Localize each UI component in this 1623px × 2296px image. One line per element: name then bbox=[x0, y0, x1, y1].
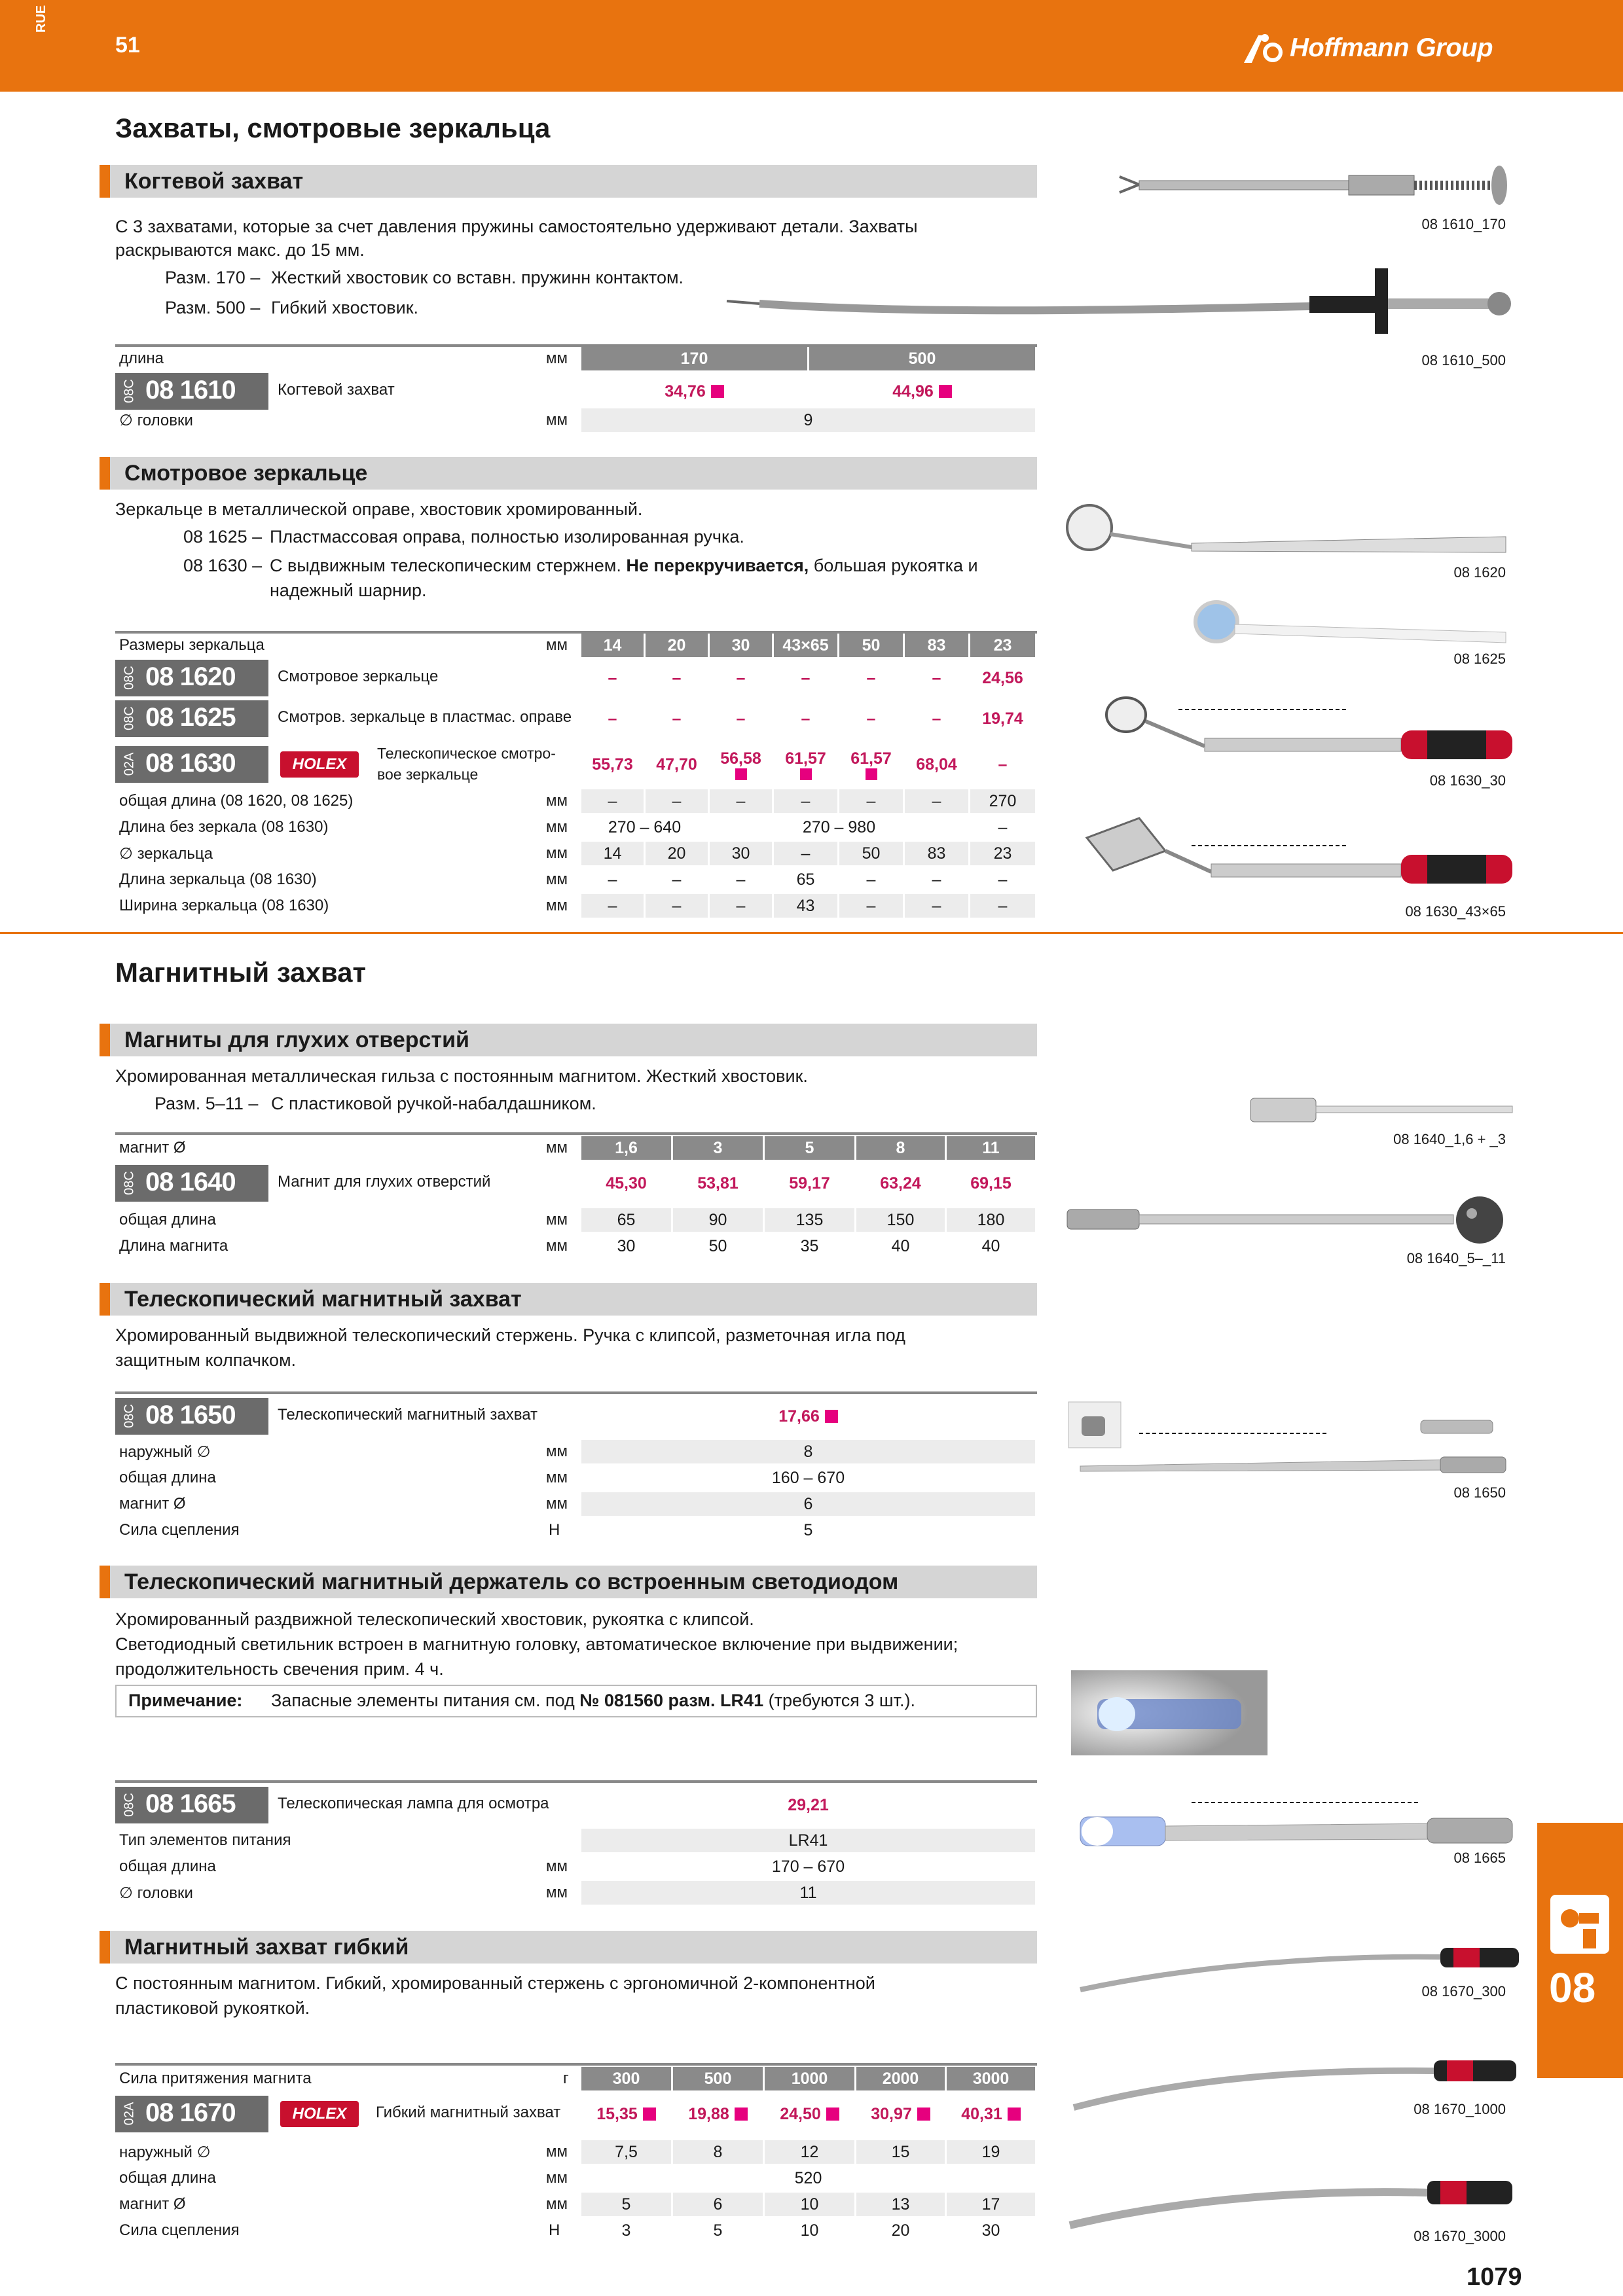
spec-cell: 17 bbox=[947, 2193, 1037, 2216]
spec-label: общая длина bbox=[119, 1469, 216, 1486]
spec-cell: 30 bbox=[581, 1234, 673, 1258]
claw-hdr-label: длина bbox=[119, 350, 164, 367]
claw-size-2: Разм. 500 – bbox=[165, 298, 261, 317]
price-cell: 19,88 bbox=[673, 2096, 765, 2132]
flex-size-cell: 1000 bbox=[765, 2067, 856, 2090]
code-box-081610 bbox=[115, 373, 268, 410]
subsection-blind bbox=[100, 1024, 1037, 1056]
spec-cell: 23 bbox=[970, 842, 1037, 865]
claw-desc-2: раскрываются макс. до 15 мм. bbox=[115, 240, 365, 260]
spec-cell: – bbox=[839, 868, 905, 891]
price-cell: 61,57 bbox=[839, 744, 905, 785]
price-cell: – bbox=[970, 744, 1037, 785]
spec-label: Длина магнита bbox=[119, 1237, 228, 1255]
spec-cell: 6 bbox=[581, 1492, 1037, 1516]
price-cell: – bbox=[581, 700, 646, 737]
caption-081640-large: 08 1640_5–_11 bbox=[1406, 1250, 1506, 1266]
mirror-hdr-label: Размеры зеркальца bbox=[119, 636, 264, 654]
claw-price-500: 44,96 bbox=[809, 373, 1037, 410]
subsection-title: Магниты для глухих отверстий bbox=[124, 1028, 469, 1052]
code-box-081665 bbox=[115, 1787, 268, 1823]
spec-cell: 3 bbox=[581, 2219, 673, 2242]
code-box-081670 bbox=[115, 2096, 268, 2132]
spec-cell: 10 bbox=[765, 2219, 856, 2242]
price-cell: 56,58 bbox=[710, 744, 774, 785]
spec-cell: 90 bbox=[673, 1208, 765, 1232]
spec-cell: 10 bbox=[765, 2193, 856, 2216]
caption-081650: 08 1650 bbox=[1453, 1484, 1506, 1501]
spec-cell: 20 bbox=[646, 842, 710, 865]
spec-label: Тип элементов питания bbox=[119, 1831, 291, 1849]
spec-cell: 520 bbox=[581, 2166, 1037, 2190]
caption-081610-500: 08 1610_500 bbox=[1421, 352, 1506, 368]
price-cell: 40,31 bbox=[947, 2096, 1037, 2132]
blind-size-cell: 11 bbox=[947, 1136, 1037, 1160]
spec-unit: мм bbox=[546, 1884, 568, 1901]
spec-cell: 50 bbox=[673, 1234, 765, 1258]
mirror-v1-code: 08 1625 – bbox=[183, 527, 263, 547]
subsection-mirror bbox=[100, 457, 1037, 490]
language-code: RUE bbox=[34, 5, 48, 33]
spec-cell: 65 bbox=[581, 1208, 673, 1232]
product-name: Гибкий магнитный захват bbox=[376, 2104, 561, 2121]
tele-desc-1: Хромированный выдвижной телескопический стержень. Ручка с клипсой, разметочная игла под bbox=[115, 1325, 905, 1345]
subsection-title: Телескопический магнитный держатель со встроенным светодиодом bbox=[124, 1570, 899, 1594]
claw-size-2-text: Гибкий хвостовик. bbox=[271, 298, 419, 317]
section-separator bbox=[0, 932, 1623, 934]
code-box-081620 bbox=[115, 660, 268, 696]
page-number: 1079 bbox=[1467, 2263, 1522, 2291]
caption-081630-30: 08 1630_30 bbox=[1429, 772, 1506, 789]
claw-hdr-unit: мм bbox=[546, 350, 568, 367]
article-code: 08 1620 bbox=[145, 662, 236, 691]
tele-magnet-image bbox=[1067, 1394, 1512, 1486]
mirror-size: 20 bbox=[646, 634, 710, 657]
flex-size-cell: 3000 bbox=[947, 2067, 1037, 2090]
product-name-1: Телескопическое смотро- bbox=[377, 745, 556, 762]
claw-size-500: 500 bbox=[809, 347, 1037, 370]
catalog-page-number: 51 bbox=[115, 33, 140, 58]
product-name-2: вое зеркальце bbox=[377, 766, 479, 783]
caption-081610-170: 08 1610_170 bbox=[1421, 216, 1506, 232]
price-cell: 15,35 bbox=[581, 2096, 673, 2132]
mirror-size: 83 bbox=[905, 634, 970, 657]
spec-cell: – bbox=[839, 894, 905, 918]
code-box-081630 bbox=[115, 746, 268, 783]
price-cell: 19,74 bbox=[970, 700, 1037, 737]
price-cell: 30,97 bbox=[856, 2096, 947, 2132]
spec-cell: – bbox=[710, 894, 774, 918]
product-name: Телескопический магнитный захват bbox=[278, 1406, 538, 1424]
spec-cell: – bbox=[581, 894, 646, 918]
spec-label: Сила сцепления bbox=[119, 1521, 240, 1539]
spec-unit: мм bbox=[546, 792, 568, 810]
spec-cell: 6 bbox=[673, 2193, 765, 2216]
code-box-081650 bbox=[115, 1398, 268, 1435]
product-name: Магнит для глухих отверстий bbox=[278, 1173, 491, 1191]
price-cell: 63,24 bbox=[856, 1165, 947, 1202]
spec-unit: мм bbox=[546, 1469, 568, 1486]
price-cell: 59,17 bbox=[765, 1165, 856, 1202]
spec-label: общая длина bbox=[119, 1211, 216, 1229]
led-holder-image bbox=[1074, 1787, 1519, 1859]
mirror-size: 30 bbox=[710, 634, 774, 657]
price-cell: 53,81 bbox=[673, 1165, 765, 1202]
flex-3000-image bbox=[1061, 2170, 1519, 2236]
tele-price: 17,66 bbox=[581, 1398, 1037, 1435]
spec-cell: – bbox=[581, 789, 646, 813]
flex-size-cell: 500 bbox=[673, 2067, 765, 2090]
caption-081625: 08 1625 bbox=[1453, 651, 1506, 667]
spec-cell: 30 bbox=[710, 842, 774, 865]
spec-cell: – bbox=[970, 816, 1037, 839]
price-cell: – bbox=[905, 660, 970, 696]
price-cell: 69,15 bbox=[947, 1165, 1037, 1202]
spec-label: Длина без зеркала (08 1630) bbox=[119, 818, 329, 836]
spec-cell: 160 – 670 bbox=[581, 1466, 1037, 1490]
mirror-081620-image bbox=[1061, 497, 1519, 563]
code-box-081625 bbox=[115, 700, 268, 737]
hoffmann-logo-icon bbox=[1244, 31, 1283, 64]
spec-label: Длина зеркальца (08 1630) bbox=[119, 870, 317, 888]
spec-cell: 35 bbox=[765, 1234, 856, 1258]
mirror-v1-text: Пластмассовая оправа, полностью изолированная ручка. bbox=[270, 527, 744, 547]
spec-label: общая длина bbox=[119, 1857, 216, 1875]
code-prefix: 08C bbox=[122, 706, 137, 730]
blind-size-text: С пластиковой ручкой-набалдашником. bbox=[271, 1094, 596, 1113]
price-cell: – bbox=[839, 700, 905, 737]
spec-unit: мм bbox=[546, 1857, 568, 1875]
spec-unit: Н bbox=[549, 2221, 560, 2239]
mirror-v2-text-2: надежный шарнир. bbox=[270, 581, 427, 600]
product-name: Телескопическая лампа для осмотра bbox=[278, 1795, 549, 1812]
spec-cell: – bbox=[839, 789, 905, 813]
spec-cell: – bbox=[905, 868, 970, 891]
spec-cell: 30 bbox=[947, 2219, 1037, 2242]
spec-cell: 5 bbox=[673, 2219, 765, 2242]
mirror-size: 23 bbox=[970, 634, 1037, 657]
caption-081620: 08 1620 bbox=[1453, 564, 1506, 581]
logo-text: Hoffmann Group bbox=[1290, 33, 1493, 62]
hoffmann-logo bbox=[1244, 30, 1493, 65]
price-cell: 55,73 bbox=[581, 744, 646, 785]
spec-cell: 8 bbox=[673, 2140, 765, 2164]
claw-price-170: 34,76 bbox=[581, 373, 809, 410]
note-text: Запасные элементы питания см. под № 081560 разм. LR41 (требуются 3 шт.). bbox=[271, 1691, 915, 1710]
article-code: 08 1670 bbox=[145, 2098, 236, 2127]
price-cell: – bbox=[774, 660, 839, 696]
subsection-title: Магнитный захват гибкий bbox=[124, 1935, 409, 1960]
price-cell: 47,70 bbox=[646, 744, 710, 785]
spec-unit: мм bbox=[546, 2169, 568, 2187]
spec-label: Сила сцепления bbox=[119, 2221, 240, 2239]
article-code: 08 1610 bbox=[145, 376, 236, 404]
spec-label: общая длина bbox=[119, 2169, 216, 2187]
spec-cell: 40 bbox=[856, 1234, 947, 1258]
spec-cell: – bbox=[905, 894, 970, 918]
claw-head-diameter: 9 bbox=[581, 408, 1037, 432]
spec-cell: – bbox=[581, 868, 646, 891]
subsection-title: Телескопический магнитный захват bbox=[124, 1287, 522, 1312]
subsection-led bbox=[100, 1566, 1037, 1598]
mirror-v2-text: С выдвижным телескопическим стержнем. Не перекручивается, большая рукоятка и bbox=[270, 556, 978, 575]
code-prefix: 08C bbox=[122, 1404, 137, 1428]
spec-cell: 7,5 bbox=[581, 2140, 673, 2164]
code-prefix: 08C bbox=[122, 1793, 137, 1817]
price-cell: 61,57 bbox=[774, 744, 839, 785]
price-cell: – bbox=[839, 660, 905, 696]
spec-unit: Н bbox=[549, 1521, 560, 1539]
claw-size-1: Разм. 170 – bbox=[165, 268, 261, 287]
led-desc-3: продолжительность свечения прим. 4 ч. bbox=[115, 1659, 444, 1679]
claw-row2-unit: мм bbox=[546, 411, 568, 429]
spec-unit: мм bbox=[546, 1443, 568, 1460]
blind-hdr-unit: мм bbox=[546, 1139, 568, 1157]
note-box bbox=[115, 1685, 1037, 1717]
article-code: 08 1665 bbox=[145, 1789, 236, 1818]
code-prefix: 08C bbox=[122, 666, 137, 690]
spec-cell: 13 bbox=[856, 2193, 947, 2216]
mirror-size: 50 bbox=[839, 634, 905, 657]
holex-brand-logo: HOLEX bbox=[280, 2101, 359, 2127]
article-code: 08 1640 bbox=[145, 1168, 236, 1196]
spec-cell: 43 bbox=[774, 894, 839, 918]
price-cell: – bbox=[710, 660, 774, 696]
price-cell: 24,56 bbox=[970, 660, 1037, 696]
spec-cell: – bbox=[646, 868, 710, 891]
blind-magnet-large-image bbox=[1061, 1195, 1519, 1247]
blind-size-cell: 8 bbox=[856, 1136, 947, 1160]
claw-size-1-text: Жесткий хвостовик со вставн. пружинн контактом. bbox=[271, 268, 684, 287]
spec-unit: мм bbox=[546, 844, 568, 862]
price-cell: – bbox=[905, 700, 970, 737]
caption-081670-1000: 08 1670_1000 bbox=[1413, 2101, 1506, 2117]
caption-081670-3000: 08 1670_3000 bbox=[1413, 2228, 1506, 2244]
spec-cell: – bbox=[646, 789, 710, 813]
caption-081630-43x65: 08 1630_43×65 bbox=[1405, 903, 1506, 920]
claw-name: Когтевой захват bbox=[278, 381, 395, 399]
spec-unit: мм bbox=[546, 1495, 568, 1513]
section-title-magnetic: Магнитный захват bbox=[115, 957, 367, 988]
spec-cell: – bbox=[774, 789, 839, 813]
spec-cell: 150 bbox=[856, 1208, 947, 1232]
spec-cell: 15 bbox=[856, 2140, 947, 2164]
spec-unit: мм bbox=[546, 897, 568, 914]
spec-cell: 8 bbox=[581, 1440, 1037, 1463]
note-label: Примечание: bbox=[128, 1691, 243, 1710]
spec-unit: мм bbox=[546, 818, 568, 836]
tool-icon bbox=[1550, 1895, 1609, 1954]
section-title-grippers: Захваты, смотровые зеркальца bbox=[115, 113, 551, 143]
price-cell: – bbox=[710, 700, 774, 737]
mirror-081630-30-image bbox=[1100, 694, 1519, 772]
code-box-081640 bbox=[115, 1165, 268, 1202]
spec-label: ∅ головки bbox=[119, 1884, 193, 1902]
product-name: Смотров. зеркальце в пластмас. оправе bbox=[278, 708, 572, 726]
spec-cell: – bbox=[905, 789, 970, 813]
price-cell: – bbox=[646, 700, 710, 737]
blind-desc: Хромированная металлическая гильза с постоянным магнитом. Жесткий хвостовик. bbox=[115, 1066, 808, 1086]
flex-desc-1: С постоянным магнитом. Гибкий, хромированный стержень с эргономичной 2-компонентной bbox=[115, 1973, 875, 1993]
subsection-title: Когтевой захват bbox=[124, 169, 304, 194]
spec-cell: 50 bbox=[839, 842, 905, 865]
price-cell: 68,04 bbox=[905, 744, 970, 785]
code-prefix: 08C bbox=[122, 379, 137, 403]
led-desc-1: Хромированный раздвижной телескопический хвостовик, рукоятка с клипсой. bbox=[115, 1609, 754, 1629]
spec-unit: мм bbox=[546, 2195, 568, 2213]
spec-cell: 170 – 670 bbox=[581, 1855, 1037, 1878]
mirror-081630-43x65-image bbox=[1074, 812, 1519, 897]
spec-cell: 12 bbox=[765, 2140, 856, 2164]
flex-size-cell: 300 bbox=[581, 2067, 673, 2090]
blind-magnet-small-image bbox=[1244, 1090, 1519, 1130]
spec-cell: 11 bbox=[581, 1881, 1037, 1905]
price-cell: – bbox=[646, 660, 710, 696]
spec-cell: – bbox=[646, 894, 710, 918]
spec-label: Ширина зеркальца (08 1630) bbox=[119, 897, 329, 914]
subsection-claw bbox=[100, 165, 1037, 198]
mirror-hdr-unit: мм bbox=[546, 636, 568, 654]
spec-cell: 19 bbox=[947, 2140, 1037, 2164]
flex-size-cell: 2000 bbox=[856, 2067, 947, 2090]
claw-row2-label: ∅ головки bbox=[119, 412, 193, 429]
price-cell: – bbox=[581, 660, 646, 696]
spec-unit: мм bbox=[546, 1237, 568, 1255]
spec-cell: 20 bbox=[856, 2219, 947, 2242]
led-photo bbox=[1071, 1670, 1267, 1755]
price-cell: 45,30 bbox=[581, 1165, 673, 1202]
spec-cell: 5 bbox=[581, 2193, 673, 2216]
spec-cell: – bbox=[970, 868, 1037, 891]
article-code: 08 1650 bbox=[145, 1401, 236, 1429]
spec-unit: мм bbox=[546, 1211, 568, 1229]
spec-cell: 135 bbox=[765, 1208, 856, 1232]
claw-size-170: 170 bbox=[581, 347, 809, 370]
caption-081665: 08 1665 bbox=[1453, 1850, 1506, 1866]
caption-081640-small: 08 1640_1,6 + _3 bbox=[1393, 1131, 1506, 1147]
chapter-tab bbox=[1537, 1823, 1623, 2078]
tele-desc-2: защитным колпачком. bbox=[115, 1350, 297, 1370]
spec-cell: 40 bbox=[947, 1234, 1037, 1258]
spec-label: общая длина (08 1620, 08 1625) bbox=[119, 792, 354, 810]
flex-hdr-label: Сила притяжения магнита bbox=[119, 2070, 312, 2087]
claw-gripper-500-image bbox=[720, 262, 1519, 340]
spec-cell: – bbox=[970, 894, 1037, 918]
subsection-title: Смотровое зеркальце bbox=[124, 461, 368, 486]
spec-unit: мм bbox=[546, 2143, 568, 2161]
spec-unit: мм bbox=[546, 870, 568, 888]
led-desc-2: Светодиодный светильник встроен в магнитную головку, автоматическое включение при выдвижении; bbox=[115, 1634, 958, 1654]
article-code: 08 1625 bbox=[145, 703, 236, 732]
led-price: 29,21 bbox=[581, 1787, 1037, 1823]
spec-cell: – bbox=[710, 868, 774, 891]
product-name: Смотровое зеркальце bbox=[278, 668, 439, 685]
blind-size-cell: 5 bbox=[765, 1136, 856, 1160]
flex-hdr-unit: г bbox=[563, 2070, 569, 2087]
code-prefix: 02A bbox=[122, 752, 137, 776]
spec-cell: 5 bbox=[581, 1518, 1037, 1542]
caption-081670-300: 08 1670_300 bbox=[1421, 1983, 1506, 2000]
mirror-size: 14 bbox=[581, 634, 646, 657]
spec-cell: LR41 bbox=[581, 1829, 1037, 1852]
spec-label: ∅ зеркальца bbox=[119, 845, 213, 863]
blind-hdr-label: магнит Ø bbox=[119, 1139, 186, 1157]
holex-brand-logo: HOLEX bbox=[280, 751, 359, 778]
spec-label: наружный ∅ bbox=[119, 1443, 211, 1461]
mirror-size: 43×65 bbox=[774, 634, 839, 657]
spec-cell: 65 bbox=[774, 868, 839, 891]
mirror-v2-code: 08 1630 – bbox=[183, 556, 263, 575]
flex-desc-2: пластиковой рукояткой. bbox=[115, 1998, 310, 2018]
claw-desc-1: С 3 захватами, которые за счет давления пружины самостоятельно удерживают детали. Захваты bbox=[115, 217, 918, 236]
price-cell: 24,50 bbox=[765, 2096, 856, 2132]
subsection-tele bbox=[100, 1283, 1037, 1316]
subsection-flex bbox=[100, 1931, 1037, 1964]
spec-cell: – bbox=[774, 842, 839, 865]
chapter-number: 08 bbox=[1549, 1964, 1596, 2011]
code-prefix: 02A bbox=[122, 2102, 137, 2126]
spec-label: магнит Ø bbox=[119, 2195, 186, 2213]
blind-size-cell: 3 bbox=[673, 1136, 765, 1160]
code-prefix: 08C bbox=[122, 1171, 137, 1195]
spec-cell: – bbox=[710, 789, 774, 813]
spec-cell: 180 bbox=[947, 1208, 1037, 1232]
price-cell: – bbox=[774, 700, 839, 737]
spec-cell: 83 bbox=[905, 842, 970, 865]
article-code: 08 1630 bbox=[145, 749, 236, 778]
spec-cell: 270 bbox=[970, 789, 1037, 813]
blind-size: Разм. 5–11 – bbox=[155, 1094, 259, 1113]
mirror-081625-image bbox=[1192, 596, 1519, 648]
spec-cell: 270 – 640 bbox=[581, 816, 710, 839]
spec-cell: 270 – 980 bbox=[710, 816, 970, 839]
spec-label: наружный ∅ bbox=[119, 2144, 211, 2161]
spec-cell: 14 bbox=[581, 842, 646, 865]
blind-size-cell: 1,6 bbox=[581, 1136, 673, 1160]
claw-gripper-170-image bbox=[1113, 157, 1519, 216]
spec-label: магнит Ø bbox=[119, 1495, 186, 1513]
mirror-desc: Зеркальце в металлической оправе, хвостовик хромированный. bbox=[115, 499, 643, 519]
